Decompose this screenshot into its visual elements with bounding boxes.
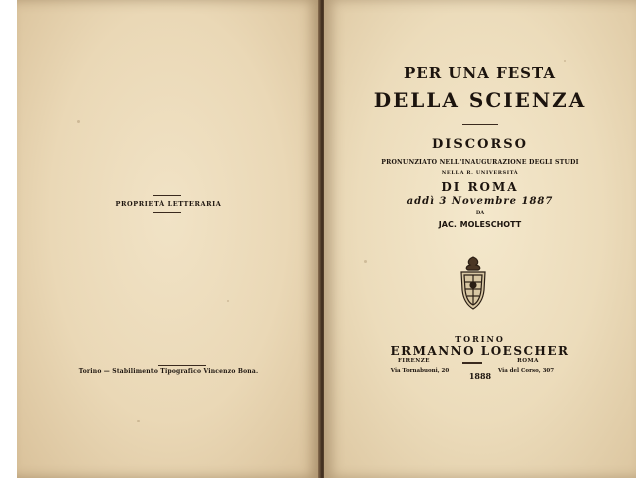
title-line-2: DELLA SCIENZA (373, 88, 587, 112)
title-line-1: PER UNA FESTA (404, 64, 556, 82)
printer-imprint: Torino — Stabilimento Tipografico Vincenzo Bona. (78, 368, 259, 375)
subtitle-di-roma: DI ROMA (441, 180, 519, 194)
title-divider (462, 124, 498, 125)
divider-rule (158, 365, 206, 366)
subtitle-universita: NELLA R. UNIVERSITÀ (441, 170, 519, 176)
publisher-name: ERMANNO LOESCHER (390, 344, 570, 358)
address-roma: Via del Corso, 307 (497, 368, 555, 374)
subtitle-pronunziato: PRONUNZIATO NELL'INAUGURAZIONE DEGLI STUDI (381, 159, 579, 166)
branch-separator (462, 362, 482, 364)
by-label: DA (475, 210, 485, 216)
publisher-city: TORINO (455, 334, 505, 344)
date-line: addì 3 Novembre 1887 (406, 196, 554, 207)
divider-rule (153, 195, 181, 196)
divider-rule (153, 212, 181, 213)
copyright-notice: PROPRIETÀ LETTERARIA (115, 200, 222, 208)
branch-firenze: FIRENZE (398, 358, 430, 364)
subtitle-discorso: DISCORSO (432, 137, 528, 152)
publisher-emblem-icon (451, 254, 495, 312)
author-name: JAC. MOLESCHOTT (438, 220, 522, 229)
branch-roma: ROMA (517, 358, 539, 364)
left-page (17, 0, 320, 478)
address-firenze: Via Tornabuoni, 20 (390, 368, 450, 374)
publication-year: 1888 (468, 371, 492, 381)
